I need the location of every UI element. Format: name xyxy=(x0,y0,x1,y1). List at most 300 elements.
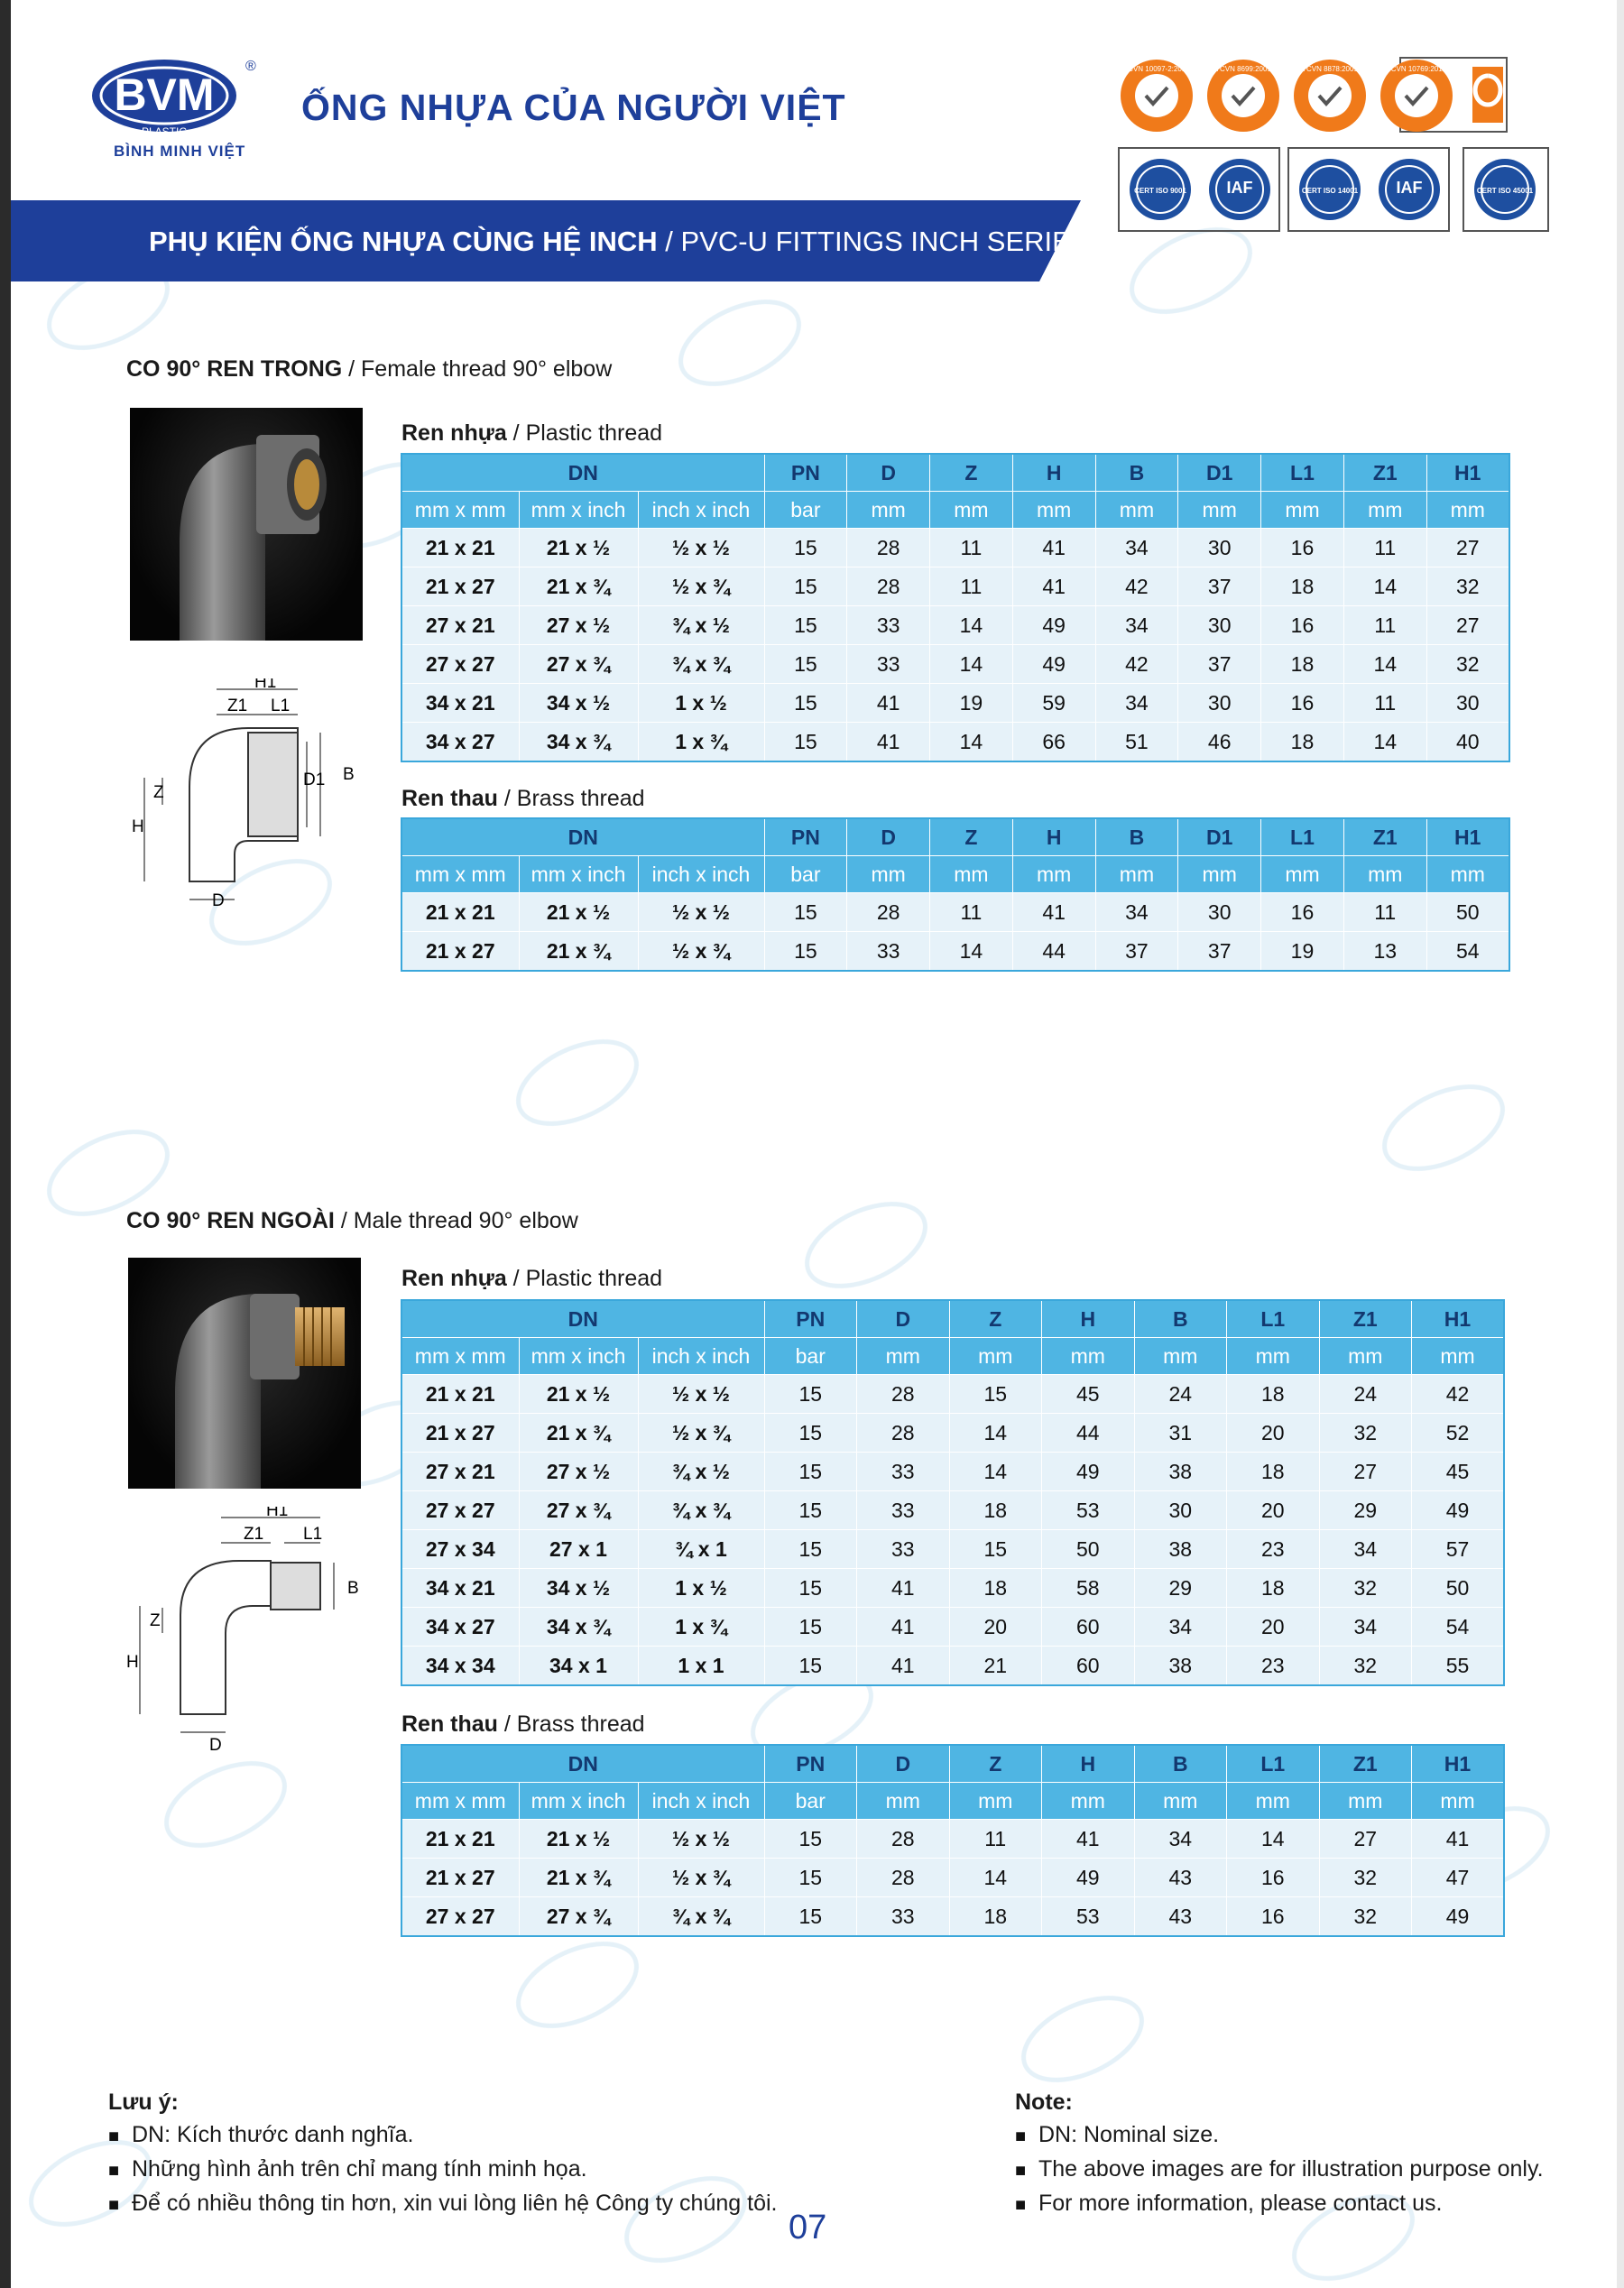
table-cell: 14 xyxy=(949,1453,1042,1491)
dim-h1-label: H1 xyxy=(254,678,277,692)
table-cell: 34 xyxy=(1319,1530,1412,1569)
unit-header: mm xyxy=(930,856,1013,893)
table-row xyxy=(401,723,1509,762)
table-cell: 28 xyxy=(847,529,930,567)
male-elbow-diagram xyxy=(126,1507,379,1764)
s1-brass-thread-table xyxy=(401,817,1510,972)
table-cell: 32 xyxy=(1319,1569,1412,1608)
banner-title-rest: / PVC-U FITTINGS INCH SERIES xyxy=(657,226,1090,257)
column-header: B xyxy=(1134,1745,1227,1783)
table-cell: ½ x ¾ xyxy=(638,1859,764,1897)
table-cell: ½ x ½ xyxy=(638,1375,764,1414)
table-cell: 21 x 27 xyxy=(401,567,519,606)
brand-reg: ® xyxy=(245,59,256,74)
unit-header: mm x mm xyxy=(401,856,519,893)
table-cell: 15 xyxy=(764,723,847,762)
table-cell: 32 xyxy=(1319,1859,1412,1897)
column-header: H1 xyxy=(1426,454,1509,492)
table-cell: 54 xyxy=(1412,1608,1505,1647)
table-cell: 1 x ½ xyxy=(638,684,764,723)
table-cell: 27 x 21 xyxy=(401,606,519,645)
table-cell: 11 xyxy=(1343,893,1426,932)
table-cell: 15 xyxy=(764,1530,857,1569)
table-cell: 41 xyxy=(1012,567,1095,606)
watermark-logo xyxy=(1010,1981,1154,2097)
column-header: Z1 xyxy=(1343,454,1426,492)
table-row xyxy=(401,1608,1504,1647)
table-cell: 21 x 27 xyxy=(401,932,519,972)
table-cell: 18 xyxy=(949,1491,1042,1530)
table-cell: 34 x ½ xyxy=(519,684,638,723)
table-cell: ½ x ¾ xyxy=(638,1414,764,1453)
svg-text:TCVN 8699:2009: TCVN 8699:2009 xyxy=(1215,65,1271,73)
watermark-logo xyxy=(505,1025,649,1140)
column-header: Z xyxy=(930,818,1013,856)
table-cell: 55 xyxy=(1412,1647,1505,1686)
column-header: D1 xyxy=(1178,454,1261,492)
table-cell: 33 xyxy=(847,606,930,645)
s2-plastic-thread-table xyxy=(401,1299,1505,1686)
section1-title xyxy=(126,356,612,383)
column-header: DN xyxy=(401,1300,764,1338)
table-cell: 15 xyxy=(764,1859,857,1897)
table-cell: 14 xyxy=(949,1859,1042,1897)
table-cell: 54 xyxy=(1426,932,1509,972)
table-cell: 18 xyxy=(1227,1569,1320,1608)
watermark-logo xyxy=(153,1747,297,1862)
table-cell: 1 x ¾ xyxy=(638,1608,764,1647)
table-cell: 14 xyxy=(930,645,1013,684)
table-cell: 49 xyxy=(1412,1491,1505,1530)
table-cell: 28 xyxy=(857,1414,950,1453)
column-header: B xyxy=(1095,454,1178,492)
table-cell: 28 xyxy=(857,1820,950,1859)
table-cell: 16 xyxy=(1227,1859,1320,1897)
table-cell: 27 xyxy=(1426,529,1509,567)
s2-brass-title-bold: Ren thau xyxy=(401,1711,498,1737)
table-cell: 18 xyxy=(949,1897,1042,1937)
table-cell: 18 xyxy=(1227,1453,1320,1491)
table-cell: 15 xyxy=(764,684,847,723)
cert-iso-badge-icon xyxy=(1130,159,1191,220)
table-cell: 30 xyxy=(1178,893,1261,932)
table-cell: 33 xyxy=(857,1453,950,1491)
table-cell: 42 xyxy=(1095,567,1178,606)
table-cell: 27 xyxy=(1319,1820,1412,1859)
table-cell: 37 xyxy=(1095,932,1178,972)
column-header: H xyxy=(1012,818,1095,856)
table-cell: 14 xyxy=(930,723,1013,762)
table-cell: 15 xyxy=(764,1820,857,1859)
table-cell: 18 xyxy=(1227,1375,1320,1414)
table-cell: 27 x ½ xyxy=(519,606,638,645)
table-cell: 41 xyxy=(847,723,930,762)
unit-header: mm xyxy=(930,492,1013,529)
table-cell: 27 xyxy=(1319,1453,1412,1491)
table-cell: 41 xyxy=(1012,529,1095,567)
unit-header: mm xyxy=(1412,1783,1505,1820)
table-cell: 41 xyxy=(857,1608,950,1647)
svg-text:TCVN 10769:2015: TCVN 10769:2015 xyxy=(1386,65,1447,73)
table-row xyxy=(401,1569,1504,1608)
quality-q-icon xyxy=(1472,67,1503,123)
table-cell: 49 xyxy=(1412,1897,1505,1937)
certification-badges xyxy=(1117,56,1550,241)
table-cell: 42 xyxy=(1412,1375,1505,1414)
table-cell: 21 x ½ xyxy=(519,893,638,932)
column-header: D xyxy=(857,1300,950,1338)
watermark-logo xyxy=(505,1927,649,2043)
table-cell: 60 xyxy=(1042,1608,1135,1647)
female-elbow-diagram xyxy=(126,678,370,927)
table-cell: 21 x ½ xyxy=(519,529,638,567)
unit-header: mm x mm xyxy=(401,1338,519,1375)
watermark-logo xyxy=(794,1187,937,1303)
table-cell: 24 xyxy=(1134,1375,1227,1414)
s2-plastic-title-rest: / Plastic thread xyxy=(506,1266,663,1291)
table-cell: 27 x ½ xyxy=(519,1453,638,1491)
s1-plastic-title xyxy=(401,420,662,447)
unit-header: bar xyxy=(764,1338,857,1375)
table-cell: 28 xyxy=(847,567,930,606)
table-cell: 21 x 21 xyxy=(401,1375,519,1414)
table-cell: 58 xyxy=(1042,1569,1135,1608)
column-header: Z xyxy=(949,1745,1042,1783)
table-row xyxy=(401,606,1509,645)
column-header: H xyxy=(1012,454,1095,492)
tcvn-badge-icon xyxy=(1294,60,1366,132)
table-cell: 15 xyxy=(764,1647,857,1686)
table-cell: 1 x ½ xyxy=(638,1569,764,1608)
table-cell: 32 xyxy=(1319,1897,1412,1937)
table-cell: 34 xyxy=(1095,684,1178,723)
header-row xyxy=(401,1745,1504,1783)
notes-vi-heading: Lưu ý: xyxy=(108,2090,179,2115)
unit-header: mm x inch xyxy=(519,1338,638,1375)
tcvn-badge-icon xyxy=(1207,60,1279,132)
table-cell: 40 xyxy=(1426,723,1509,762)
female-elbow-photo xyxy=(130,408,363,641)
tcvn-badge-icon xyxy=(1121,60,1193,132)
table-cell: 15 xyxy=(764,893,847,932)
dim-d-label: D xyxy=(212,891,225,910)
table-cell: 33 xyxy=(857,1530,950,1569)
table-cell: 34 x 1 xyxy=(519,1647,638,1686)
dim-z-label: Z xyxy=(153,783,164,802)
table-cell: 19 xyxy=(1261,932,1344,972)
table-cell: 27 x 27 xyxy=(401,1897,519,1937)
column-header: H xyxy=(1042,1300,1135,1338)
table-cell: 34 x 21 xyxy=(401,684,519,723)
unit-header: mm xyxy=(949,1783,1042,1820)
table-cell: 15 xyxy=(764,567,847,606)
table-cell: 34 xyxy=(1319,1608,1412,1647)
table-cell: 14 xyxy=(1343,567,1426,606)
table-cell: 33 xyxy=(847,932,930,972)
table-cell: 37 xyxy=(1178,932,1261,972)
table-cell: 52 xyxy=(1412,1414,1505,1453)
unit-header: mm xyxy=(1412,1338,1505,1375)
table-cell: 18 xyxy=(949,1569,1042,1608)
table-cell: 11 xyxy=(930,567,1013,606)
table-cell: 21 x 27 xyxy=(401,1859,519,1897)
unit-header: mm x mm xyxy=(401,492,519,529)
unit-header: mm x inch xyxy=(519,856,638,893)
note-en-item: ■ DN: Nominal size. xyxy=(1015,2118,1544,2153)
column-header: DN xyxy=(401,818,764,856)
table-cell: 50 xyxy=(1426,893,1509,932)
dim-h-label: H xyxy=(132,817,144,836)
table-cell: 53 xyxy=(1042,1897,1135,1937)
table-cell: ½ x ¾ xyxy=(638,932,764,972)
header-row xyxy=(401,818,1509,856)
table-cell: ½ x ½ xyxy=(638,893,764,932)
table-cell: 34 x 27 xyxy=(401,1608,519,1647)
table-cell: 15 xyxy=(764,1414,857,1453)
table-cell: 34 x ¾ xyxy=(519,723,638,762)
table-cell: 34 xyxy=(1134,1608,1227,1647)
section2-title-rest: / Male thread 90° elbow xyxy=(334,1208,578,1233)
table-cell: 27 x 27 xyxy=(401,645,519,684)
svg-text:TCVN 10097-2:2013: TCVN 10097-2:2013 xyxy=(1123,65,1190,73)
column-header: PN xyxy=(764,818,847,856)
table-cell: 16 xyxy=(1261,606,1344,645)
column-header: Z1 xyxy=(1343,818,1426,856)
table-cell: 24 xyxy=(1319,1375,1412,1414)
s1-plastic-thread-table xyxy=(401,453,1510,762)
table-cell: 51 xyxy=(1095,723,1178,762)
table-row xyxy=(401,684,1509,723)
notes-en-heading: Note: xyxy=(1015,2090,1073,2115)
table-cell: 45 xyxy=(1412,1453,1505,1491)
table-cell: 37 xyxy=(1178,567,1261,606)
table-cell: 21 x ¾ xyxy=(519,567,638,606)
table-cell: 21 x 21 xyxy=(401,529,519,567)
column-header: D xyxy=(847,818,930,856)
note-en-item: ■ For more information, please contact us. xyxy=(1015,2187,1544,2221)
unit-header: inch x inch xyxy=(638,492,764,529)
table-cell: 46 xyxy=(1178,723,1261,762)
unit-header: bar xyxy=(764,856,847,893)
table-cell: 34 x 27 xyxy=(401,723,519,762)
unit-header: mm xyxy=(1319,1338,1412,1375)
table-cell: 11 xyxy=(1343,684,1426,723)
table-cell: 50 xyxy=(1412,1569,1505,1608)
table-cell: 27 x 34 xyxy=(401,1530,519,1569)
s1-brass-title-rest: / Brass thread xyxy=(497,786,645,811)
s2-brass-title-rest: / Brass thread xyxy=(497,1711,645,1737)
unit-header: mm x inch xyxy=(519,1783,638,1820)
dim-b-label: B xyxy=(343,765,355,784)
table-cell: 18 xyxy=(1261,567,1344,606)
table-row xyxy=(401,1820,1504,1859)
table-cell: 21 xyxy=(949,1647,1042,1686)
table-cell: 15 xyxy=(949,1530,1042,1569)
table-cell: 34 xyxy=(1095,893,1178,932)
table-cell: 15 xyxy=(764,645,847,684)
table-cell: 27 xyxy=(1426,606,1509,645)
table-cell: 41 xyxy=(1042,1820,1135,1859)
dim-z1-label-2: Z1 xyxy=(244,1525,264,1544)
table-cell: 14 xyxy=(1227,1820,1320,1859)
brand-plastic: PLASTIC xyxy=(141,125,188,138)
table-row xyxy=(401,1859,1504,1897)
unit-header: inch x inch xyxy=(638,1338,764,1375)
table-cell: 31 xyxy=(1134,1414,1227,1453)
note-en-item: ■ The above images are for illustration purpose only. xyxy=(1015,2153,1544,2187)
table-cell: 28 xyxy=(857,1375,950,1414)
table-cell: 32 xyxy=(1319,1414,1412,1453)
table-cell: 49 xyxy=(1012,606,1095,645)
table-cell: 21 x ½ xyxy=(519,1820,638,1859)
table-row xyxy=(401,1375,1504,1414)
column-header: H1 xyxy=(1412,1300,1505,1338)
svg-text:IAF: IAF xyxy=(1226,179,1253,197)
dim-z-label-2: Z xyxy=(150,1611,161,1630)
table-row xyxy=(401,1530,1504,1569)
column-header: DN xyxy=(401,454,764,492)
column-header: B xyxy=(1095,818,1178,856)
unit-header: mm xyxy=(1426,856,1509,893)
table-cell: 38 xyxy=(1134,1453,1227,1491)
table-cell: 18 xyxy=(1261,645,1344,684)
header-row xyxy=(401,1300,1504,1338)
table-cell: 27 x ¾ xyxy=(519,1491,638,1530)
unit-header: mm xyxy=(1343,856,1426,893)
table-cell: 15 xyxy=(764,932,847,972)
s1-plastic-title-bold: Ren nhựa xyxy=(401,420,507,446)
table-cell: 15 xyxy=(764,529,847,567)
table-row xyxy=(401,1453,1504,1491)
notes-english xyxy=(1015,2086,1544,2221)
table-cell: 11 xyxy=(930,893,1013,932)
column-header: PN xyxy=(764,1300,857,1338)
table-cell: 21 x ¾ xyxy=(519,932,638,972)
unit-header: mm xyxy=(1042,1338,1135,1375)
table-cell: 41 xyxy=(857,1647,950,1686)
table-cell: 32 xyxy=(1319,1647,1412,1686)
table-cell: ¾ x ¾ xyxy=(638,1897,764,1937)
brand-subtitle: BÌNH MINH VIỆT xyxy=(114,143,246,160)
section2-title-bold: CO 90° REN NGOÀI xyxy=(126,1208,335,1233)
unit-header: bar xyxy=(764,1783,857,1820)
unit-row xyxy=(401,1783,1504,1820)
table-cell: 16 xyxy=(1261,529,1344,567)
table-cell: 57 xyxy=(1412,1530,1505,1569)
column-header: L1 xyxy=(1227,1300,1320,1338)
unit-header: mm xyxy=(1134,1783,1227,1820)
table-cell: 60 xyxy=(1042,1647,1135,1686)
table-cell: 21 x ½ xyxy=(519,1375,638,1414)
table-cell: 53 xyxy=(1042,1491,1135,1530)
dim-d-label-2: D xyxy=(209,1736,222,1755)
table-cell: 11 xyxy=(949,1820,1042,1859)
table-cell: 15 xyxy=(764,1491,857,1530)
table-cell: 27 x ¾ xyxy=(519,645,638,684)
s1-plastic-title-rest: / Plastic thread xyxy=(506,420,663,446)
table-cell: 27 x 1 xyxy=(519,1530,638,1569)
table-row xyxy=(401,893,1509,932)
table-cell: 33 xyxy=(847,645,930,684)
column-header: DN xyxy=(401,1745,764,1783)
column-header: Z xyxy=(930,454,1013,492)
iaf-badge-icon xyxy=(1209,159,1270,220)
table-cell: 34 x ¾ xyxy=(519,1608,638,1647)
unit-header: mm xyxy=(857,1783,950,1820)
unit-header: mm xyxy=(1095,856,1178,893)
table-cell: 30 xyxy=(1426,684,1509,723)
watermark-logo xyxy=(668,285,811,401)
table-cell: 27 x 21 xyxy=(401,1453,519,1491)
banner-title xyxy=(149,226,1089,258)
table-cell: 44 xyxy=(1042,1414,1135,1453)
dim-z1-label: Z1 xyxy=(227,697,248,715)
table-cell: 29 xyxy=(1319,1491,1412,1530)
brand-text: BVM xyxy=(114,69,215,120)
table-cell: 23 xyxy=(1227,1530,1320,1569)
table-row xyxy=(401,1491,1504,1530)
table-cell: 30 xyxy=(1178,684,1261,723)
table-cell: 30 xyxy=(1178,606,1261,645)
column-header: Z xyxy=(949,1300,1042,1338)
table-cell: 20 xyxy=(1227,1414,1320,1453)
watermark-logo xyxy=(1371,1070,1515,1186)
table-cell: 20 xyxy=(949,1608,1042,1647)
note-vi-item: ■ Những hình ảnh trên chỉ mang tính minh họa. xyxy=(108,2153,777,2187)
column-header: Z1 xyxy=(1319,1745,1412,1783)
table-cell: 37 xyxy=(1178,645,1261,684)
unit-header: mm xyxy=(1012,856,1095,893)
table-cell: 38 xyxy=(1134,1530,1227,1569)
table-cell: 43 xyxy=(1134,1859,1227,1897)
table-cell: 14 xyxy=(930,606,1013,645)
table-cell: 15 xyxy=(764,1453,857,1491)
s2-plastic-title xyxy=(401,1266,662,1292)
column-header: H1 xyxy=(1426,818,1509,856)
cert-iso-badge-icon xyxy=(1299,159,1361,220)
unit-row xyxy=(401,1338,1504,1375)
column-header: L1 xyxy=(1261,818,1344,856)
table-cell: 30 xyxy=(1178,529,1261,567)
table-cell: 41 xyxy=(847,684,930,723)
table-cell: 49 xyxy=(1012,645,1095,684)
table-cell: 49 xyxy=(1042,1859,1135,1897)
unit-row xyxy=(401,492,1509,529)
table-cell: 27 x ¾ xyxy=(519,1897,638,1937)
table-cell: 23 xyxy=(1227,1647,1320,1686)
unit-header: mm xyxy=(1095,492,1178,529)
table-cell: 66 xyxy=(1012,723,1095,762)
table-cell: 32 xyxy=(1426,567,1509,606)
table-row xyxy=(401,529,1509,567)
table-cell: 15 xyxy=(764,1569,857,1608)
table-cell: 59 xyxy=(1012,684,1095,723)
svg-text:CERT ISO 14001: CERT ISO 14001 xyxy=(1301,187,1359,195)
dim-h-label-2: H xyxy=(126,1653,139,1672)
column-header: PN xyxy=(764,454,847,492)
table-cell: ¾ x ¾ xyxy=(638,645,764,684)
table-cell: ¾ x 1 xyxy=(638,1530,764,1569)
table-cell: 1 x ¾ xyxy=(638,723,764,762)
table-cell: 21 x 21 xyxy=(401,893,519,932)
column-header: Z1 xyxy=(1319,1300,1412,1338)
dim-b-label-2: B xyxy=(347,1579,359,1598)
table-cell: 41 xyxy=(1412,1820,1505,1859)
table-cell: 15 xyxy=(764,1608,857,1647)
s1-brass-title xyxy=(401,786,645,812)
table-cell: 20 xyxy=(1227,1608,1320,1647)
table-cell: 1 x 1 xyxy=(638,1647,764,1686)
